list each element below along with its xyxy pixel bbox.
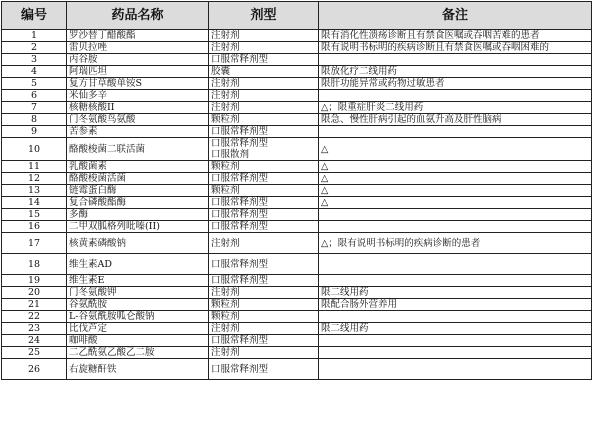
dosage-form-entry: 口服常释剂型 bbox=[211, 173, 269, 184]
table-row bbox=[2, 42, 592, 54]
table-row bbox=[2, 66, 592, 78]
remark: 限有消化性溃疡诊断且有禁食医嘱或吞咽苦难的患者 bbox=[319, 30, 592, 42]
dosage-form-entry: 口服常释剂型 bbox=[211, 126, 269, 137]
table-row bbox=[2, 78, 592, 90]
remark bbox=[319, 90, 592, 102]
dosage-form-entry: 颗粒剂 bbox=[211, 185, 240, 196]
row-number: 22 bbox=[2, 311, 67, 323]
table-row bbox=[2, 311, 592, 323]
table-row bbox=[2, 185, 592, 197]
remark: 限放化疗二线用药 bbox=[319, 66, 592, 78]
dosage-form-entry: 口服常释剂型 bbox=[211, 54, 269, 65]
dosage-form-entry: 口服散剂 bbox=[211, 149, 250, 160]
dosage-form bbox=[209, 311, 319, 323]
dosage-form-entry: 口服常释剂型 bbox=[211, 363, 269, 375]
dosage-form bbox=[209, 30, 319, 42]
drug-table bbox=[1, 1, 592, 380]
remark: 限有说明书标明的疾病诊断且有禁食医嘱或吞咽困难的 bbox=[319, 42, 592, 54]
header-dosage-form: 剂型 bbox=[209, 2, 319, 30]
remark: △；限重症肝炎二线用药 bbox=[319, 102, 592, 114]
drug-name: 链霉蛋白酶 bbox=[67, 185, 209, 197]
dosage-form-entry: 颗粒剂 bbox=[211, 161, 240, 172]
dosage-form bbox=[209, 185, 319, 197]
header-remarks: 备注 bbox=[319, 2, 592, 30]
dosage-form-entry: 注射剂 bbox=[211, 90, 240, 101]
header-number: 编号 bbox=[2, 2, 67, 30]
table-row bbox=[2, 90, 592, 102]
row-number: 3 bbox=[2, 54, 67, 66]
row-number: 12 bbox=[2, 173, 67, 185]
row-number: 6 bbox=[2, 90, 67, 102]
table-row bbox=[2, 335, 592, 347]
dosage-form bbox=[209, 42, 319, 54]
dosage-form-entry: 口服常释剂型 bbox=[211, 275, 269, 286]
dosage-form-entry: 注射剂 bbox=[211, 30, 240, 41]
dosage-form bbox=[209, 54, 319, 66]
dosage-form-entry: 注射剂 bbox=[211, 287, 240, 298]
row-number: 15 bbox=[2, 209, 67, 221]
table-row bbox=[2, 114, 592, 126]
table-row bbox=[2, 233, 592, 254]
row-number: 2 bbox=[2, 42, 67, 54]
remark: 限急、慢性肝病引起的血氨升高及肝性脑病 bbox=[319, 114, 592, 126]
dosage-form-entry: 口服常释剂型 bbox=[211, 209, 269, 220]
row-number: 5 bbox=[2, 78, 67, 90]
remark bbox=[319, 209, 592, 221]
row-number: 20 bbox=[2, 287, 67, 299]
remark bbox=[319, 126, 592, 138]
table-row bbox=[2, 54, 592, 66]
table-row bbox=[2, 323, 592, 335]
row-number: 19 bbox=[2, 275, 67, 287]
drug-name: 阿瑞匹坦 bbox=[67, 66, 209, 78]
dosage-form bbox=[209, 233, 319, 254]
row-number: 7 bbox=[2, 102, 67, 114]
dosage-form bbox=[209, 102, 319, 114]
row-number: 16 bbox=[2, 221, 67, 233]
table-row bbox=[2, 197, 592, 209]
dosage-form-entry: 颗粒剂 bbox=[211, 299, 240, 310]
dosage-form-entry: 注射剂 bbox=[211, 347, 240, 358]
table-row bbox=[2, 126, 592, 138]
drug-name: 比伐芦定 bbox=[67, 323, 209, 335]
dosage-form bbox=[209, 161, 319, 173]
table-row bbox=[2, 221, 592, 233]
dosage-form bbox=[209, 299, 319, 311]
row-number: 10 bbox=[2, 138, 67, 161]
drug-name: 谷氨酰胺 bbox=[67, 299, 209, 311]
dosage-form bbox=[209, 221, 319, 233]
drug-name: 雷贝拉唑 bbox=[67, 42, 209, 54]
dosage-form-entry: 注射剂 bbox=[211, 102, 240, 113]
dosage-form bbox=[209, 209, 319, 221]
table-row bbox=[2, 138, 592, 161]
remark: △ bbox=[319, 197, 592, 209]
dosage-form bbox=[209, 114, 319, 126]
drug-name: 多酶 bbox=[67, 209, 209, 221]
dosage-form bbox=[209, 359, 319, 380]
drug-name: 乳酸菌素 bbox=[67, 161, 209, 173]
drug-name: 酪酸梭菌活菌 bbox=[67, 173, 209, 185]
drug-name: 苦参素 bbox=[67, 126, 209, 138]
table-row bbox=[2, 102, 592, 114]
remark bbox=[319, 347, 592, 359]
drug-name: 咖啡酸 bbox=[67, 335, 209, 347]
drug-name: 核黄素磷酸钠 bbox=[67, 233, 209, 254]
dosage-form-entry: 口服常释剂型 bbox=[211, 258, 269, 270]
row-number: 23 bbox=[2, 323, 67, 335]
row-number: 17 bbox=[2, 233, 67, 254]
drug-name: 酪酸梭菌二联活菌 bbox=[67, 138, 209, 161]
remark: △；限有说明书标明的疾病诊断的患者 bbox=[319, 233, 592, 254]
row-number: 9 bbox=[2, 126, 67, 138]
row-number: 18 bbox=[2, 254, 67, 275]
remark bbox=[319, 359, 592, 380]
drug-name: 二甲双胍格列吡嗪(II) bbox=[67, 221, 209, 233]
dosage-form bbox=[209, 254, 319, 275]
dosage-form bbox=[209, 78, 319, 90]
drug-name: 丙谷胺 bbox=[67, 54, 209, 66]
remark: 限二线用药 bbox=[319, 323, 592, 335]
table-row bbox=[2, 359, 592, 380]
remark bbox=[319, 275, 592, 287]
table-row bbox=[2, 173, 592, 185]
table-row bbox=[2, 254, 592, 275]
remark bbox=[319, 221, 592, 233]
remark: 限肝功能异常或药物过敏患者 bbox=[319, 78, 592, 90]
table-row bbox=[2, 161, 592, 173]
dosage-form bbox=[209, 275, 319, 287]
dosage-form-entry: 口服常释剂型 bbox=[211, 197, 269, 208]
remark: △ bbox=[319, 161, 592, 173]
remark: △ bbox=[319, 138, 592, 161]
table-row bbox=[2, 275, 592, 287]
row-number: 11 bbox=[2, 161, 67, 173]
remark bbox=[319, 311, 592, 323]
drug-name: L-谷氨酰胺呱仑酸钠 bbox=[67, 311, 209, 323]
remark bbox=[319, 335, 592, 347]
row-number: 21 bbox=[2, 299, 67, 311]
dosage-form bbox=[209, 197, 319, 209]
dosage-form bbox=[209, 138, 319, 161]
row-number: 8 bbox=[2, 114, 67, 126]
dosage-form bbox=[209, 347, 319, 359]
row-number: 13 bbox=[2, 185, 67, 197]
dosage-form bbox=[209, 66, 319, 78]
remark: △ bbox=[319, 173, 592, 185]
dosage-form bbox=[209, 126, 319, 138]
dosage-form-entry: 颗粒剂 bbox=[211, 114, 240, 125]
row-number: 25 bbox=[2, 347, 67, 359]
drug-name: 罗沙替丁醋酸酯 bbox=[67, 30, 209, 42]
drug-name: 核糖核酸II bbox=[67, 102, 209, 114]
header-drug-name: 药品名称 bbox=[67, 2, 209, 30]
drug-name: 门冬氨酸鸟氨酸 bbox=[67, 114, 209, 126]
table-row bbox=[2, 209, 592, 221]
dosage-form bbox=[209, 335, 319, 347]
dosage-form-entry: 注射剂 bbox=[211, 237, 240, 249]
drug-name: 右旋糖酐铁 bbox=[67, 359, 209, 380]
dosage-form-entry: 口服常释剂型 bbox=[211, 138, 269, 149]
remark: △ bbox=[319, 185, 592, 197]
dosage-form bbox=[209, 173, 319, 185]
table-row bbox=[2, 299, 592, 311]
drug-name: 复合磷酸酯酶 bbox=[67, 197, 209, 209]
dosage-form-entry: 口服常释剂型 bbox=[211, 335, 269, 346]
table-row bbox=[2, 347, 592, 359]
dosage-form-entry: 注射剂 bbox=[211, 323, 240, 334]
drug-name: 米仙多辛 bbox=[67, 90, 209, 102]
remark: 限二线用药 bbox=[319, 287, 592, 299]
dosage-form-entry: 口服常释剂型 bbox=[211, 221, 269, 232]
table-row bbox=[2, 287, 592, 299]
dosage-form-entry: 注射剂 bbox=[211, 42, 240, 53]
drug-name: 门冬氨酸钾 bbox=[67, 287, 209, 299]
remark bbox=[319, 54, 592, 66]
drug-name: 二乙酰氨乙酸乙二胺 bbox=[67, 347, 209, 359]
dosage-form-entry: 注射剂 bbox=[211, 78, 240, 89]
drug-name: 复方甘草酸单铵S bbox=[67, 78, 209, 90]
row-number: 14 bbox=[2, 197, 67, 209]
dosage-form bbox=[209, 90, 319, 102]
row-number: 24 bbox=[2, 335, 67, 347]
drug-name: 维生素AD bbox=[67, 254, 209, 275]
remark bbox=[319, 254, 592, 275]
dosage-form-entry: 胶囊 bbox=[211, 66, 231, 77]
drug-name: 维生素E bbox=[67, 275, 209, 287]
dosage-form bbox=[209, 287, 319, 299]
dosage-form-entry: 颗粒剂 bbox=[211, 311, 240, 322]
table-body bbox=[2, 30, 592, 380]
row-number: 1 bbox=[2, 30, 67, 42]
dosage-form bbox=[209, 323, 319, 335]
row-number: 26 bbox=[2, 359, 67, 380]
remark: 限配合肠外营养用 bbox=[319, 299, 592, 311]
row-number: 4 bbox=[2, 66, 67, 78]
table-row bbox=[2, 30, 592, 42]
table-header-row bbox=[2, 2, 592, 30]
